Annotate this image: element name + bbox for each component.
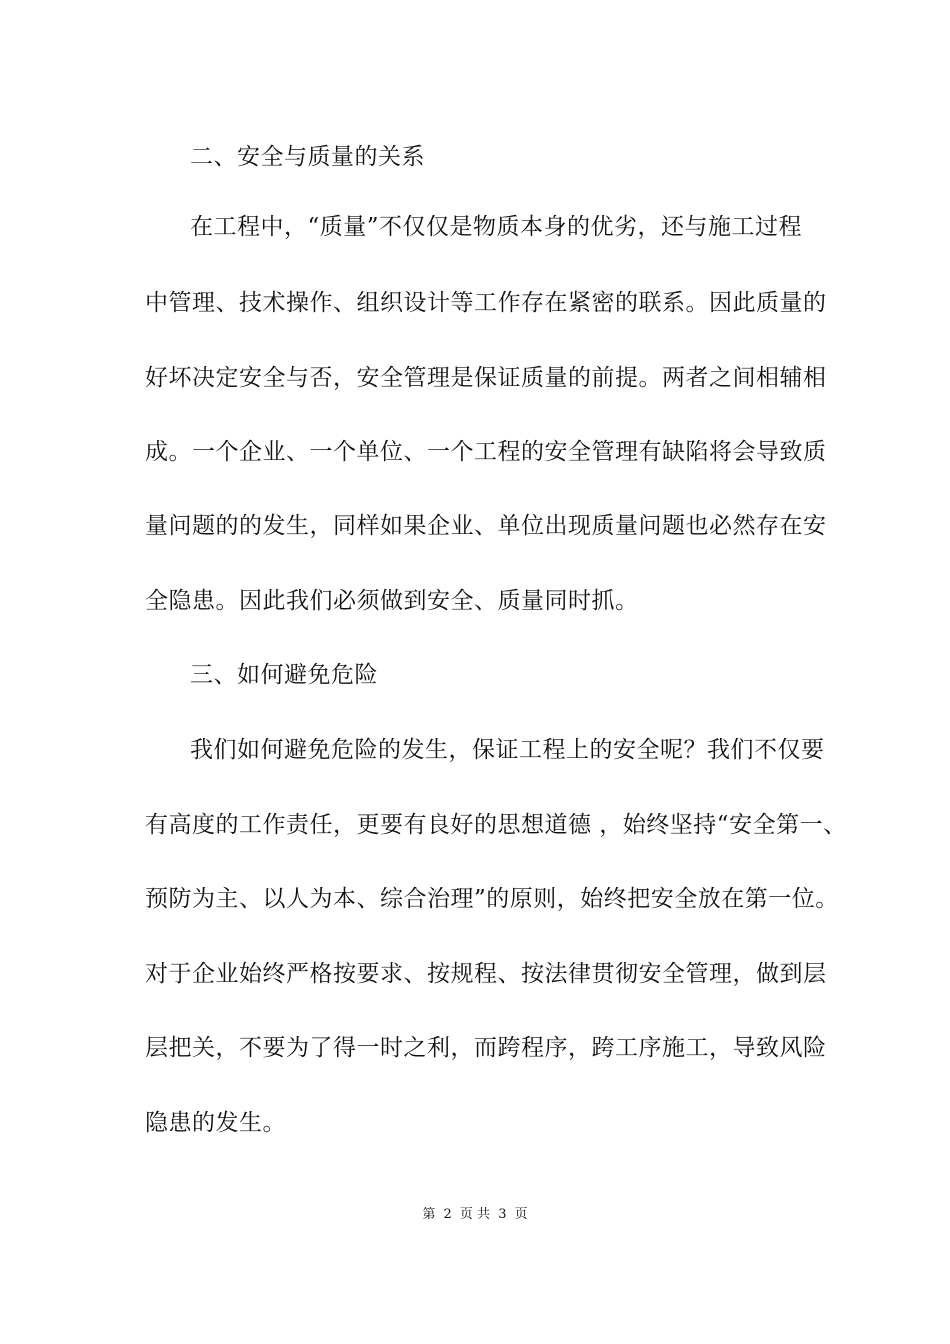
section-heading-safety-quality: 二、安全与质量的关系 — [190, 144, 425, 170]
paragraph-line: 我们如何避免危险的发生，保证工程上的安全呢？我们不仅要 — [190, 737, 825, 763]
paragraph-line: 预防为主、以人为本、综合治理”的原则，始终把安全放在第一位。 — [145, 886, 839, 912]
page-label-mid: 页 共 — [459, 1207, 491, 1222]
paragraph-line: 在工程中，“质量”不仅仅是物质本身的优劣，还与施工过程 — [190, 214, 803, 240]
paragraph-line: 成。一个企业、一个单位、一个工程的安全管理有缺陷将会导致质 — [145, 439, 827, 465]
paragraph-line: 对于企业始终严格按要求、按规程、按法律贯彻安全管理，做到层 — [145, 961, 827, 987]
paragraph-line: 隐患的发生。 — [145, 1110, 286, 1136]
paragraph-line: 好坏决定安全与否，安全管理是保证质量的前提。两者之间相辅相 — [145, 365, 827, 391]
paragraph-line: 有高度的工作责任，更要有良好的思想道德 ，始终坚持“安全第一、 — [145, 812, 847, 838]
page-label-suffix: 页 — [514, 1207, 528, 1222]
paragraph-line: 全隐患。因此我们必须做到安全、质量同时抓。 — [145, 588, 639, 614]
paragraph-line: 中管理、技术操作、组织设计等工作存在紧密的联系。因此质量的 — [145, 290, 827, 316]
page-label-prefix: 第 — [422, 1207, 436, 1222]
total-pages-number: 3 — [498, 1207, 507, 1222]
section-heading-avoid-danger: 三、如何避免危险 — [190, 662, 378, 688]
paragraph-line: 量问题的的发生，同样如果企业、单位出现质量问题也必然存在安 — [145, 513, 827, 539]
current-page-number: 2 — [443, 1207, 452, 1222]
page-footer — [0, 1207, 950, 1223]
paragraph-line: 层把关，不要为了得一时之利，而跨程序，跨工序施工，导致风险 — [145, 1035, 827, 1061]
